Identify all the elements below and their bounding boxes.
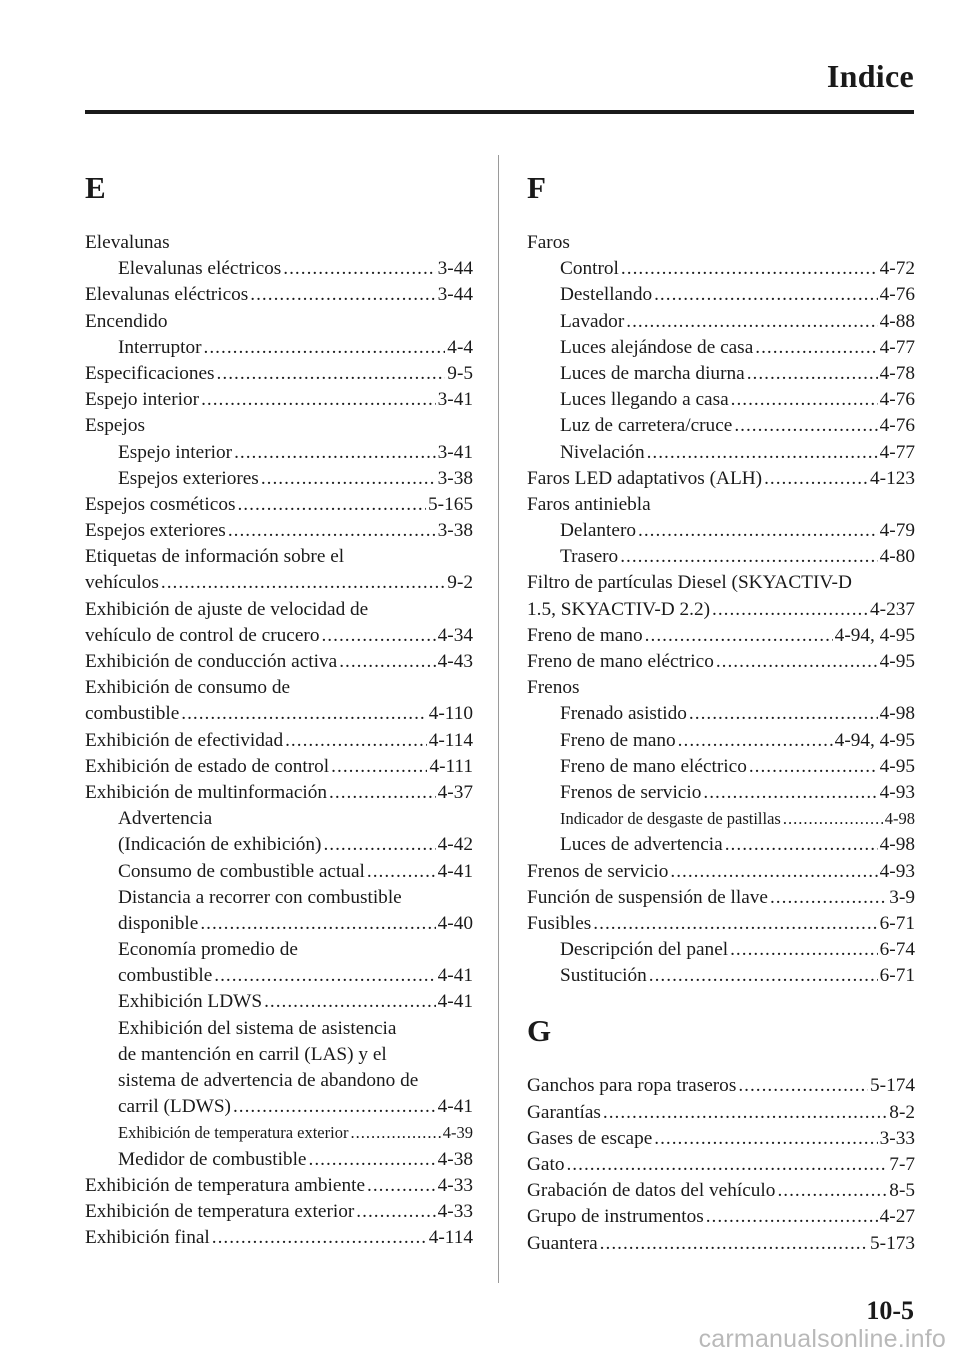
entry-page-ref: 4-94, 4-95 bbox=[834, 624, 915, 646]
entry-label: Exhibición de efectividad bbox=[85, 729, 284, 751]
index-subentry bbox=[85, 1042, 473, 1068]
dot-leader bbox=[237, 492, 426, 518]
entry-label: Encendido bbox=[85, 310, 168, 332]
dot-leader bbox=[734, 413, 877, 439]
entry-label: Indicador de desgaste de pastillas bbox=[560, 809, 781, 829]
index-entry bbox=[527, 597, 915, 623]
index-entry bbox=[85, 230, 473, 256]
entry-label: Delantero bbox=[560, 520, 637, 542]
entry-label: vehículos bbox=[85, 572, 159, 594]
entry-page-ref: 3-38 bbox=[437, 520, 473, 542]
index-entry bbox=[85, 544, 473, 570]
dot-leader bbox=[329, 780, 436, 806]
dot-leader bbox=[250, 282, 435, 308]
entry-page-ref: 3-9 bbox=[889, 886, 915, 908]
index-subentry bbox=[85, 806, 473, 832]
section-letter: G bbox=[527, 1013, 552, 1049]
index-column-right bbox=[527, 168, 915, 1257]
index-entry bbox=[85, 387, 473, 413]
index-subentry bbox=[85, 963, 473, 989]
page-header-title: Indice bbox=[826, 58, 914, 94]
index-subentry bbox=[85, 859, 473, 885]
entry-label: Etiquetas de información sobre el bbox=[85, 546, 345, 568]
entry-page-ref: 4-39 bbox=[442, 1123, 473, 1143]
entry-label: Faros bbox=[527, 232, 570, 253]
entry-label: Elevalunas eléctricos bbox=[118, 258, 282, 280]
dot-leader bbox=[649, 963, 878, 989]
dot-leader bbox=[730, 937, 878, 963]
entry-label: 1.5, SKYACTIV-D 2.2) bbox=[527, 598, 711, 620]
entry-page-ref: 3-38 bbox=[437, 467, 473, 489]
dot-leader bbox=[200, 911, 435, 937]
section-letter: E bbox=[85, 170, 106, 205]
entry-label: Luces de advertencia bbox=[560, 834, 723, 856]
entry-label: Gases de escape bbox=[527, 1127, 653, 1149]
index-entry bbox=[85, 1199, 473, 1225]
dot-leader bbox=[620, 544, 877, 570]
index-subentry bbox=[85, 937, 473, 963]
index-entry bbox=[85, 1173, 473, 1199]
index-subentry bbox=[527, 780, 915, 806]
entry-page-ref: 4-4 bbox=[447, 336, 473, 358]
entry-label: Espejos cosméticos bbox=[85, 493, 236, 515]
index-subentry bbox=[85, 832, 473, 858]
dot-leader bbox=[204, 335, 446, 361]
entry-label: Exhibición de temperatura exterior bbox=[118, 1123, 349, 1143]
entry-label: Espejos exteriores bbox=[118, 467, 259, 489]
index-entry bbox=[527, 570, 915, 596]
index-entry bbox=[85, 309, 473, 335]
dot-leader bbox=[217, 361, 446, 387]
entry-page-ref: 4-95 bbox=[879, 755, 915, 777]
index-subentry bbox=[85, 1068, 473, 1094]
index-entry bbox=[85, 570, 473, 596]
index-column-left bbox=[85, 168, 473, 1251]
entry-page-ref: 4-72 bbox=[879, 258, 915, 280]
watermark: carmanualsonline.info bbox=[698, 1325, 946, 1353]
entry-label: Exhibición de consumo de bbox=[85, 677, 291, 699]
index-entry bbox=[527, 230, 915, 256]
dot-leader bbox=[161, 570, 445, 596]
index-subentry bbox=[85, 989, 473, 1015]
index-entry bbox=[85, 597, 473, 623]
entry-label: Frenado asistido bbox=[560, 703, 687, 725]
entry-label: sistema de advertencia de abandono de bbox=[118, 1070, 419, 1091]
index-entry bbox=[527, 649, 915, 675]
entry-label: (Indicación de exhibición) bbox=[118, 834, 322, 856]
entry-label: Exhibición de conducción activa bbox=[85, 651, 338, 672]
entry-page-ref: 4-78 bbox=[879, 362, 915, 384]
index-entry bbox=[527, 1100, 915, 1126]
entry-label: Descripción del panel bbox=[560, 939, 729, 961]
entry-page-ref: 4-98 bbox=[879, 834, 915, 856]
dot-leader bbox=[703, 780, 877, 806]
index-entry bbox=[527, 1126, 915, 1152]
dot-leader bbox=[350, 1120, 440, 1146]
index-entry bbox=[85, 675, 473, 701]
dot-leader bbox=[777, 1178, 887, 1204]
entry-label: Luces llegando a casa bbox=[560, 389, 729, 411]
entry-page-ref: 4-79 bbox=[879, 520, 915, 542]
index-subentry bbox=[527, 440, 915, 466]
entry-page-ref: 4-98 bbox=[879, 703, 915, 725]
entry-page-ref: 8-5 bbox=[889, 1180, 915, 1202]
index-subentry bbox=[85, 1120, 473, 1146]
entry-page-ref: 4-42 bbox=[437, 834, 473, 856]
entry-label: Luces de marcha diurna bbox=[560, 362, 745, 384]
dot-leader bbox=[331, 754, 427, 780]
index-entry bbox=[527, 1152, 915, 1178]
index-subentry bbox=[527, 963, 915, 989]
entry-label: Filtro de partículas Diesel (SKYACTIV-D bbox=[527, 572, 852, 594]
page-number: 10-5 bbox=[866, 1296, 914, 1325]
entry-page-ref: 4-41 bbox=[437, 991, 473, 1013]
entry-label: Exhibición LDWS bbox=[118, 991, 263, 1013]
entry-page-ref: 3-41 bbox=[437, 441, 473, 463]
dot-leader bbox=[181, 701, 426, 727]
index-subentry bbox=[85, 256, 473, 282]
index-subentry bbox=[527, 806, 915, 832]
dot-leader bbox=[770, 885, 887, 911]
dot-leader bbox=[638, 518, 878, 544]
entry-label: Distancia a recorrer con combustible bbox=[118, 886, 402, 908]
dot-leader bbox=[323, 832, 435, 858]
entry-label: combustible bbox=[118, 965, 213, 987]
index-entry bbox=[527, 859, 915, 885]
entry-page-ref: 4-114 bbox=[428, 1227, 473, 1249]
index-subentry bbox=[85, 466, 473, 492]
dot-leader bbox=[367, 859, 436, 885]
entry-label: vehículo de control de crucero bbox=[85, 624, 320, 646]
index-subentry bbox=[85, 1094, 473, 1120]
entry-page-ref: 4-27 bbox=[879, 1206, 915, 1228]
dot-leader bbox=[731, 387, 878, 413]
entry-label: Grabación de datos del vehículo bbox=[527, 1180, 776, 1202]
entry-page-ref: 9-5 bbox=[447, 362, 473, 384]
entry-page-ref: 9-2 bbox=[447, 572, 473, 594]
column-divider bbox=[498, 155, 499, 1283]
index-entry bbox=[527, 623, 915, 649]
dot-leader bbox=[654, 1126, 877, 1152]
entry-label: Exhibición de ajuste de velocidad de bbox=[85, 598, 369, 620]
index-entry bbox=[85, 518, 473, 544]
entry-label: Espejo interior bbox=[85, 389, 200, 411]
index-entry bbox=[85, 728, 473, 754]
dot-leader bbox=[764, 466, 868, 492]
entry-page-ref: 6-71 bbox=[879, 965, 915, 987]
index-subentry bbox=[85, 911, 473, 937]
entry-page-ref: 4-41 bbox=[437, 860, 473, 882]
dot-leader bbox=[689, 701, 878, 727]
entry-label: Exhibición de temperatura exterior bbox=[85, 1200, 355, 1222]
entry-label: Economía promedio de bbox=[118, 939, 298, 961]
dot-leader bbox=[233, 1094, 436, 1120]
index-subentry bbox=[527, 413, 915, 439]
dot-leader bbox=[749, 754, 878, 780]
index-subentry bbox=[85, 335, 473, 361]
dot-leader bbox=[234, 440, 436, 466]
dot-leader bbox=[593, 911, 877, 937]
index-entry bbox=[527, 466, 915, 492]
dot-leader bbox=[201, 387, 436, 413]
entry-label: Destellando bbox=[560, 284, 653, 306]
entry-label: Control bbox=[560, 258, 619, 280]
entry-label: carril (LDWS) bbox=[118, 1096, 231, 1118]
entry-label: Espejo interior bbox=[118, 441, 233, 463]
index-subentry bbox=[527, 387, 915, 413]
entry-label: Faros antiniebla bbox=[527, 493, 651, 515]
entry-page-ref: 6-74 bbox=[879, 939, 915, 961]
dot-leader bbox=[647, 440, 878, 466]
entry-page-ref: 4-93 bbox=[879, 781, 915, 803]
entry-label: Especificaciones bbox=[85, 362, 215, 384]
entry-label: Lavador bbox=[560, 310, 625, 332]
index-entry bbox=[85, 1225, 473, 1251]
entry-page-ref: 4-37 bbox=[437, 781, 473, 803]
entry-page-ref: 4-88 bbox=[879, 310, 915, 332]
entry-page-ref: 4-77 bbox=[879, 336, 915, 358]
entry-page-ref: 6-71 bbox=[879, 912, 915, 934]
entry-page-ref: 4-41 bbox=[437, 965, 473, 987]
index-subentry bbox=[85, 440, 473, 466]
entry-label: Función de suspensión de llave bbox=[527, 886, 768, 908]
index-entry bbox=[527, 675, 915, 701]
entry-page-ref: 4-76 bbox=[879, 389, 915, 411]
entry-page-ref: 4-76 bbox=[879, 284, 915, 306]
entry-label: Frenos de servicio bbox=[560, 781, 702, 803]
dot-leader bbox=[339, 649, 435, 675]
entry-page-ref: 4-237 bbox=[870, 598, 915, 620]
index-subentry bbox=[85, 885, 473, 911]
entry-label: Exhibición final bbox=[85, 1227, 210, 1249]
index-subentry bbox=[527, 309, 915, 335]
entry-label: Exhibición de temperatura ambiente bbox=[85, 1174, 366, 1196]
entry-label: Freno de mano bbox=[527, 624, 643, 646]
entry-page-ref: 4-34 bbox=[437, 624, 473, 646]
entry-label: Exhibición de multinformación bbox=[85, 781, 328, 803]
index-entry bbox=[527, 1178, 915, 1204]
dot-leader bbox=[678, 728, 833, 754]
index-entry bbox=[85, 282, 473, 308]
entry-label: Luz de carretera/cruce bbox=[560, 415, 733, 437]
dot-leader bbox=[309, 1147, 436, 1173]
entry-page-ref: 4-114 bbox=[428, 729, 473, 751]
entry-label: Espejos bbox=[85, 415, 145, 437]
dot-leader bbox=[712, 597, 868, 623]
index-entry bbox=[85, 649, 473, 675]
index-entry bbox=[527, 1204, 915, 1230]
index-entry bbox=[527, 885, 915, 911]
entry-page-ref: 4-111 bbox=[429, 755, 473, 777]
index-subentry bbox=[527, 282, 915, 308]
entry-page-ref: 4-94, 4-95 bbox=[834, 729, 915, 751]
entry-page-ref: 4-93 bbox=[879, 860, 915, 882]
entry-label: Elevalunas eléctricos bbox=[85, 284, 249, 306]
entry-label: Ganchos para ropa traseros bbox=[527, 1075, 737, 1097]
entry-page-ref: 4-38 bbox=[437, 1148, 473, 1170]
dot-leader bbox=[367, 1173, 436, 1199]
entry-label: Freno de mano bbox=[560, 729, 676, 751]
entry-page-ref: 4-33 bbox=[437, 1200, 473, 1222]
dot-leader bbox=[321, 623, 435, 649]
dot-leader bbox=[670, 859, 877, 885]
entry-label: Consumo de combustible actual bbox=[118, 860, 365, 882]
index-entry bbox=[85, 361, 473, 387]
index-subentry bbox=[527, 518, 915, 544]
index-entry bbox=[527, 911, 915, 937]
index-entry bbox=[527, 1073, 915, 1099]
dot-leader bbox=[755, 335, 877, 361]
entry-page-ref: 4-77 bbox=[879, 441, 915, 463]
entry-page-ref: 4-110 bbox=[428, 703, 473, 725]
index-subentry bbox=[527, 728, 915, 754]
dot-leader bbox=[725, 832, 878, 858]
dot-leader bbox=[566, 1152, 887, 1178]
dot-leader bbox=[228, 518, 436, 544]
entry-label: Advertencia bbox=[118, 808, 213, 830]
entry-label: Elevalunas bbox=[85, 232, 170, 253]
entry-label: Espejos exteriores bbox=[85, 520, 226, 542]
entry-label: Fusibles bbox=[527, 912, 592, 934]
dot-leader bbox=[738, 1073, 868, 1099]
index-subentry bbox=[85, 1147, 473, 1173]
entry-page-ref: 8-2 bbox=[889, 1101, 915, 1123]
section-letter: F bbox=[527, 170, 546, 205]
dot-leader bbox=[356, 1199, 435, 1225]
entry-label: Luces alejándose de casa bbox=[560, 336, 754, 358]
entry-label: Interruptor bbox=[118, 336, 202, 358]
header-rule bbox=[85, 110, 914, 114]
entry-page-ref: 4-95 bbox=[879, 651, 915, 672]
dot-leader bbox=[212, 1225, 427, 1251]
index-subentry bbox=[527, 335, 915, 361]
dot-leader bbox=[716, 649, 878, 675]
entry-label: Sustitución bbox=[560, 965, 647, 987]
index-subentry bbox=[527, 701, 915, 727]
dot-leader bbox=[264, 989, 436, 1015]
entry-label: Frenos de servicio bbox=[527, 860, 669, 882]
entry-label: disponible bbox=[118, 912, 199, 934]
dot-leader bbox=[621, 256, 878, 282]
entry-page-ref: 4-33 bbox=[437, 1174, 473, 1196]
entry-label: Guantera bbox=[527, 1232, 598, 1254]
index-entry bbox=[85, 780, 473, 806]
entry-label: Nivelación bbox=[560, 441, 645, 463]
dot-leader bbox=[654, 282, 878, 308]
index-entry bbox=[85, 492, 473, 518]
dot-leader bbox=[747, 361, 878, 387]
index-entry bbox=[85, 623, 473, 649]
dot-leader bbox=[283, 256, 435, 282]
index-subentry bbox=[527, 256, 915, 282]
dot-leader bbox=[261, 466, 436, 492]
entry-page-ref: 4-80 bbox=[879, 546, 915, 568]
index-subentry bbox=[527, 832, 915, 858]
entry-label: Faros LED adaptativos (ALH) bbox=[527, 467, 763, 489]
index-entry bbox=[85, 413, 473, 439]
dot-leader bbox=[783, 806, 883, 832]
index-entry bbox=[527, 492, 915, 518]
entry-label: Trasero bbox=[560, 546, 619, 568]
entry-label: Grupo de instrumentos bbox=[527, 1206, 704, 1228]
entry-label: Exhibición del sistema de asistencia bbox=[118, 1017, 397, 1039]
index-subentry bbox=[527, 544, 915, 570]
entry-page-ref: 4-98 bbox=[884, 809, 915, 829]
entry-page-ref: 3-44 bbox=[437, 258, 473, 280]
entry-label: Medidor de combustible bbox=[118, 1148, 307, 1170]
index-entry bbox=[85, 701, 473, 727]
entry-page-ref: 4-41 bbox=[437, 1096, 473, 1118]
entry-label: Garantías bbox=[527, 1101, 601, 1123]
dot-leader bbox=[214, 963, 435, 989]
entry-label: Frenos bbox=[527, 677, 580, 699]
entry-label: Exhibición de estado de control bbox=[85, 755, 330, 777]
dot-leader bbox=[285, 728, 427, 754]
entry-label: Gato bbox=[527, 1154, 565, 1175]
entry-label: de mantención en carril (LAS) y el bbox=[118, 1043, 387, 1065]
dot-leader bbox=[645, 623, 833, 649]
index-entry bbox=[527, 1231, 915, 1257]
entry-page-ref: 7-7 bbox=[889, 1154, 915, 1175]
entry-label: Freno de mano eléctrico bbox=[527, 651, 714, 672]
index-subentry bbox=[527, 361, 915, 387]
dot-leader bbox=[706, 1204, 878, 1230]
entry-page-ref: 5-174 bbox=[870, 1075, 915, 1097]
entry-label: Freno de mano eléctrico bbox=[560, 755, 747, 777]
dot-leader bbox=[626, 309, 877, 335]
entry-page-ref: 3-41 bbox=[437, 389, 473, 411]
entry-label: combustible bbox=[85, 703, 180, 725]
index-subentry bbox=[85, 1016, 473, 1042]
entry-page-ref: 4-76 bbox=[879, 415, 915, 437]
entry-page-ref: 5-165 bbox=[428, 493, 473, 515]
entry-page-ref: 3-44 bbox=[437, 284, 473, 306]
index-subentry bbox=[527, 754, 915, 780]
dot-leader bbox=[603, 1100, 887, 1126]
dot-leader bbox=[600, 1231, 868, 1257]
entry-page-ref: 4-123 bbox=[870, 467, 915, 489]
entry-page-ref: 3-33 bbox=[879, 1127, 915, 1149]
index-entry bbox=[85, 754, 473, 780]
entry-page-ref: 4-40 bbox=[437, 912, 473, 934]
entry-page-ref: 4-43 bbox=[437, 651, 473, 672]
entry-page-ref: 5-173 bbox=[870, 1232, 915, 1254]
index-subentry bbox=[527, 937, 915, 963]
